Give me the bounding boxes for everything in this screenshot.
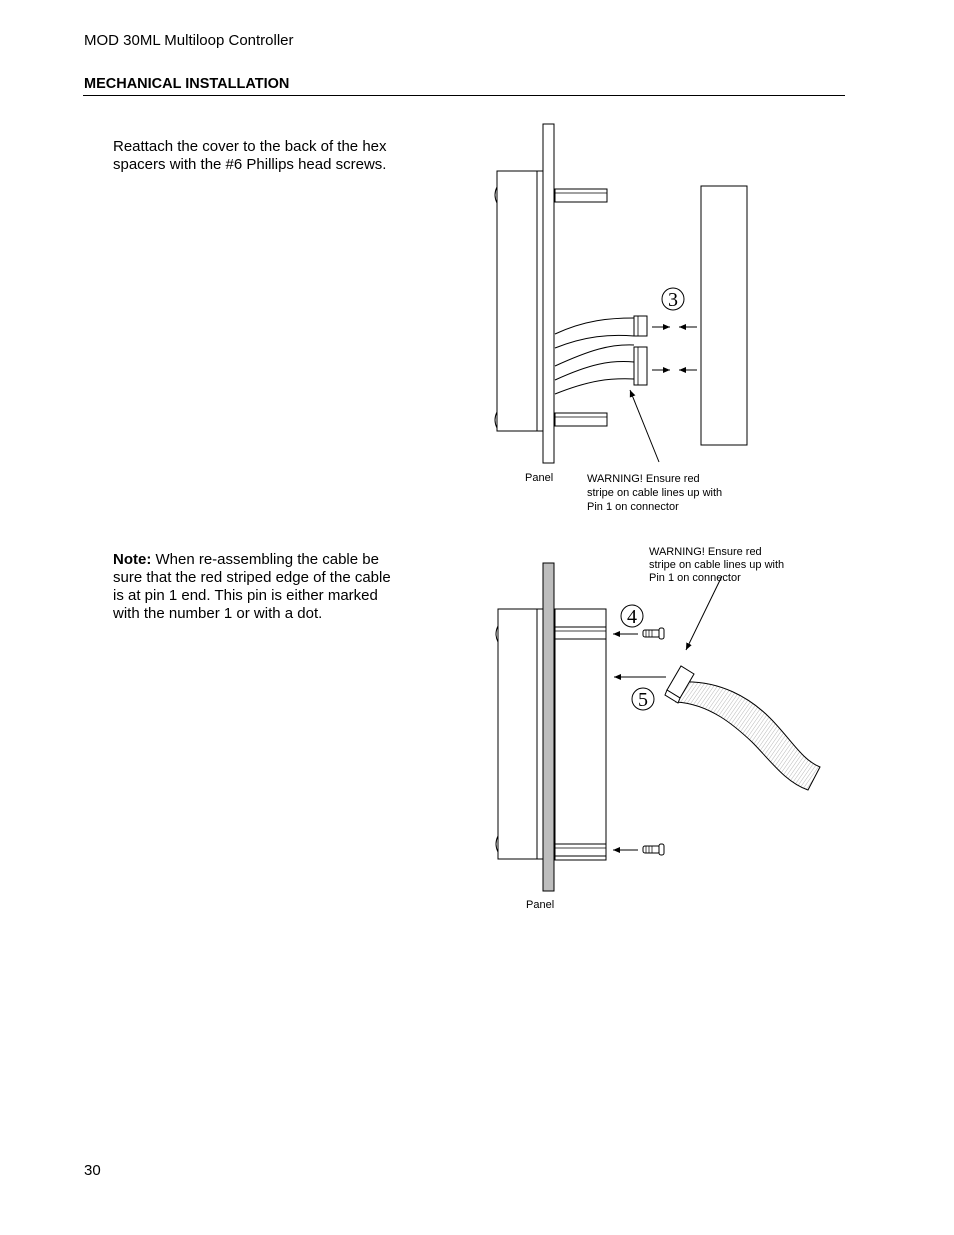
warning-text-2-line1: WARNING! Ensure red [649, 546, 762, 558]
hex-spacer-bottom-1 [555, 413, 607, 426]
rear-cover [555, 609, 606, 860]
callout-number-4: 4 [627, 606, 637, 628]
figure-2-cover-attachment [496, 546, 820, 911]
warning-text-1-line3: Pin 1 on connector [587, 501, 679, 513]
warning-text-1-line2: stripe on cable lines up with [587, 487, 723, 499]
ribbon-cable-2 [676, 682, 820, 790]
note-label: Note: [113, 551, 152, 568]
controller-housing-2 [496, 609, 543, 859]
figure-1-cable-connection [495, 124, 747, 513]
hex-spacer-top-1 [555, 189, 607, 202]
hex-spacer-top-2 [555, 627, 606, 639]
callout-number-3: 3 [668, 289, 678, 311]
warning-text-2-line3: Pin 1 on connector [649, 572, 741, 584]
panel-1 [543, 124, 554, 463]
hex-spacer-bottom-2 [555, 844, 606, 856]
phillips-screw-top [643, 628, 664, 639]
cable-connector-bottom-1 [634, 347, 647, 385]
warning-leader-2 [686, 576, 722, 650]
phillips-screw-bottom [643, 844, 664, 855]
page-number: 30 [84, 1162, 101, 1179]
warning-text-1-line1: WARNING! Ensure red [587, 473, 700, 485]
controller-housing-1 [495, 171, 543, 431]
ribbon-cable-1 [555, 318, 634, 394]
warning-leader-1 [630, 390, 659, 462]
document-header-title: MOD 30ML Multiloop Controller [84, 32, 294, 49]
callout-number-5: 5 [638, 689, 648, 711]
panel-label-2: Panel [526, 899, 555, 911]
section-title: MECHANICAL INSTALLATION [84, 76, 290, 92]
circuit-board-1 [701, 186, 747, 445]
warning-text-2-line2: stripe on cable lines up with [649, 559, 785, 571]
note-text: When re-assembling the cable be sure that the red striped edge of the cable is at pin 1 end. This pin is either marked with the number 1 or with a dot. [113, 551, 391, 622]
panel-2 [543, 563, 554, 891]
cable-connector-top-1 [634, 316, 647, 336]
panel-label-1: Panel [525, 472, 554, 484]
step-text-reattach-cover: Reattach the cover to the back of the hex spacers with the #6 Phillips head screws. [113, 138, 387, 173]
